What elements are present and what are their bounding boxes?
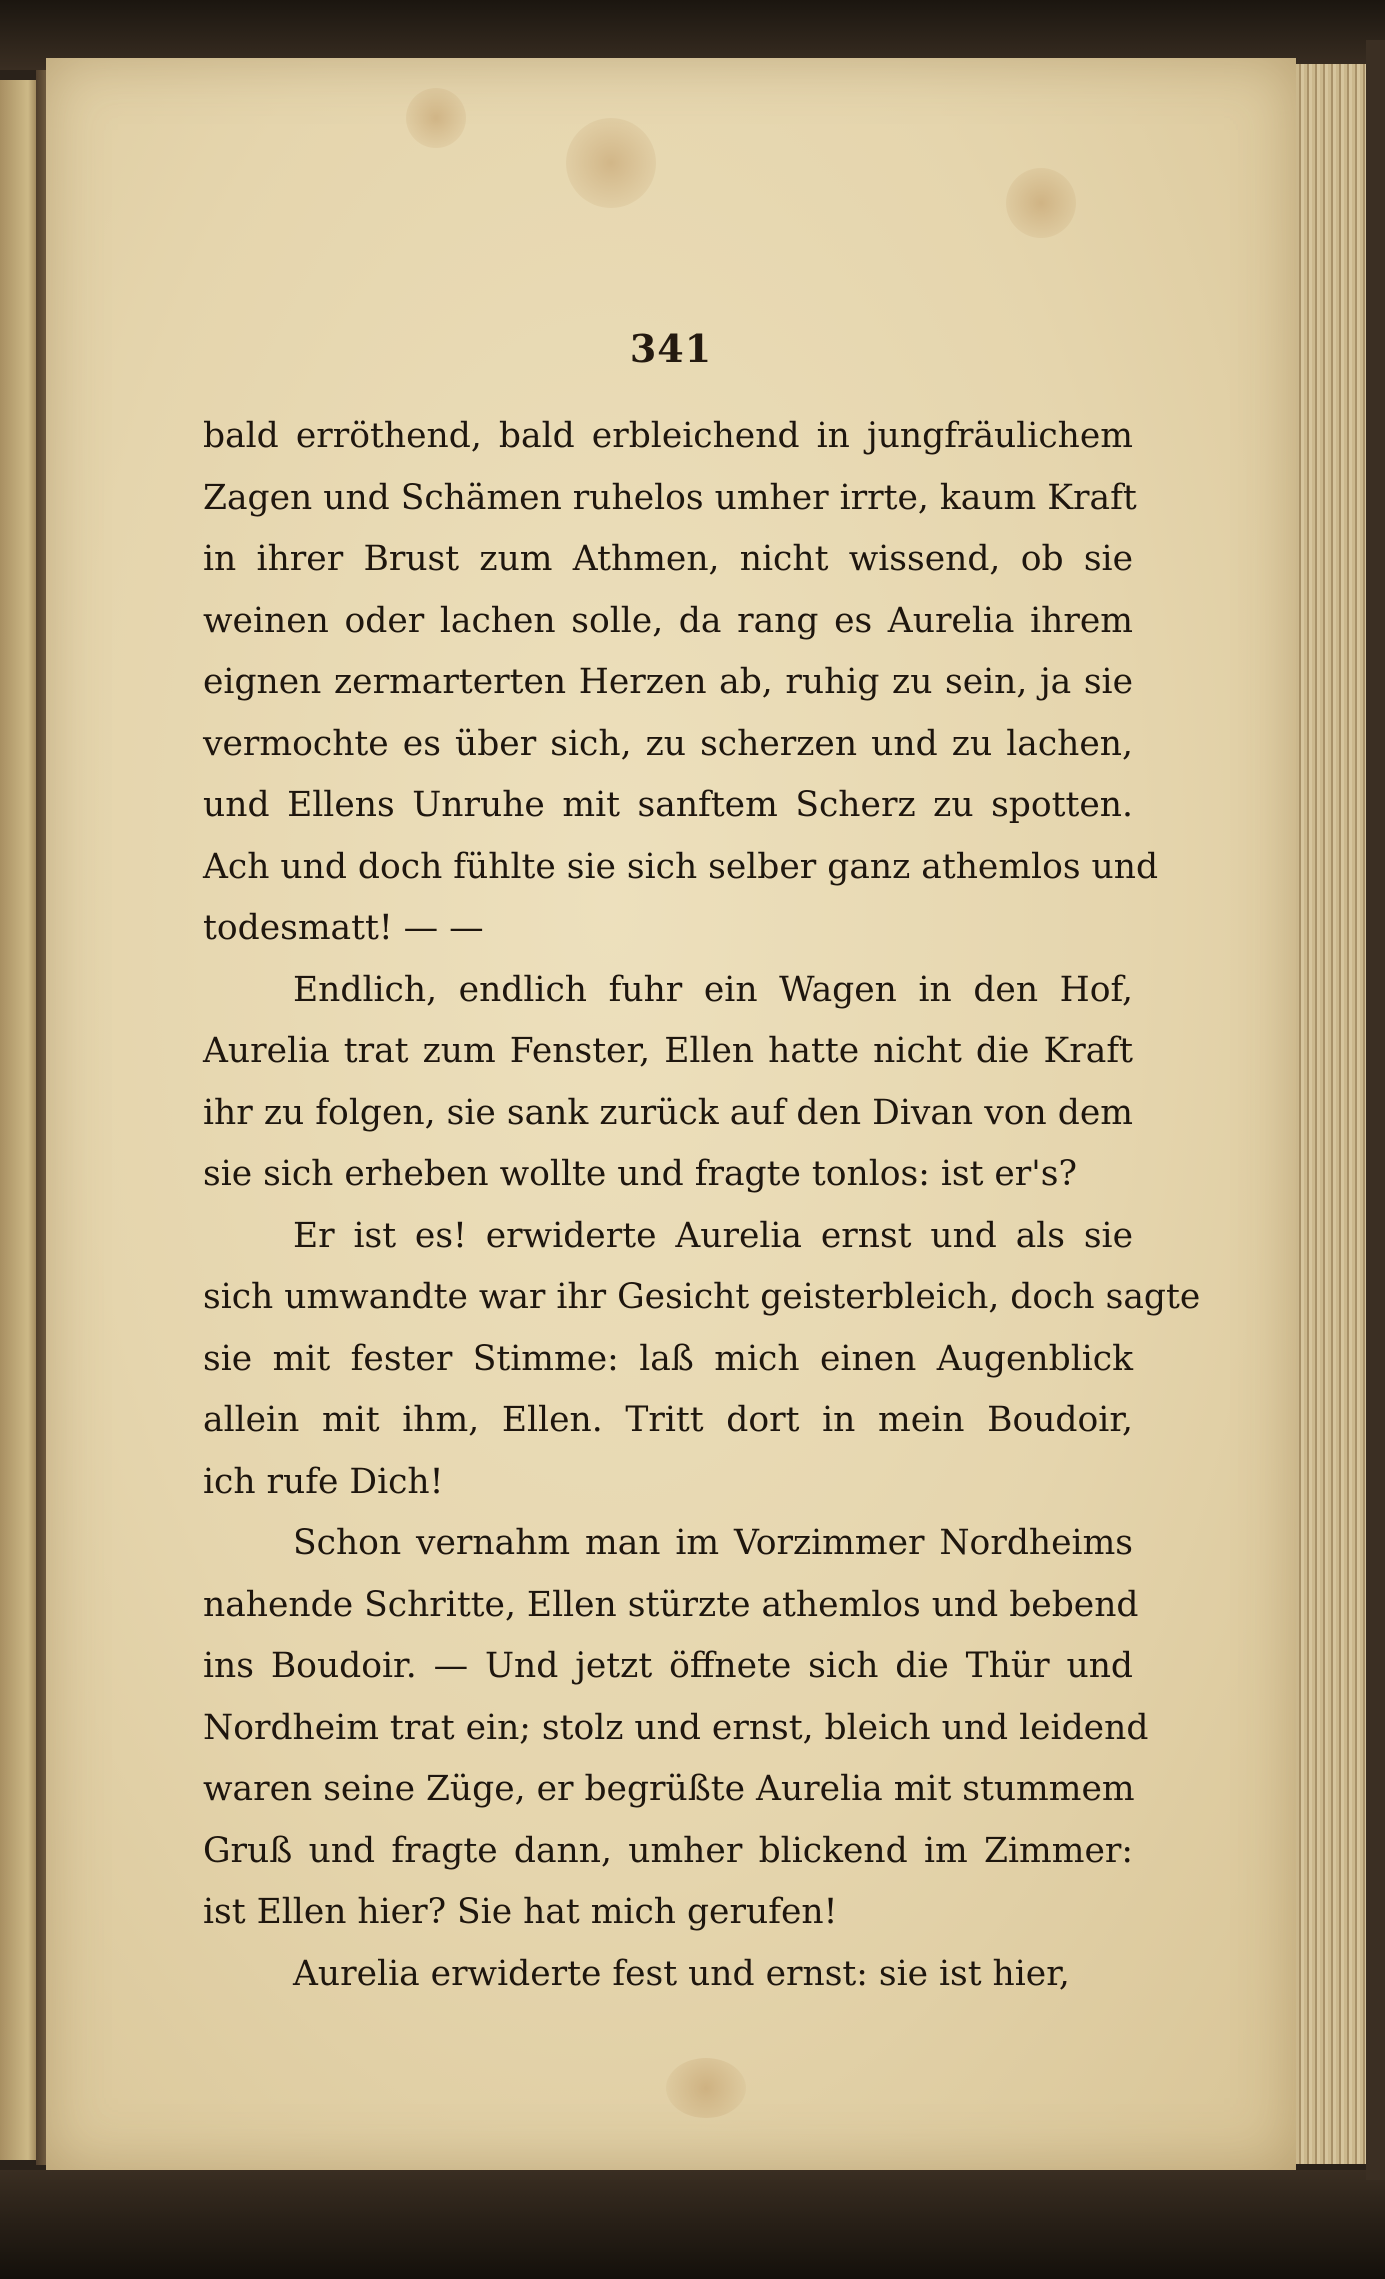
text-line: sie sich erheben wollte und fragte tonlos: ist er's?	[203, 1154, 1077, 1194]
book-cover-edge	[1366, 40, 1385, 2180]
text-line: allein mit ihm, Ellen. Tritt dort in mein Boudoir,	[203, 1400, 1133, 1440]
page-number: 341	[629, 326, 713, 371]
paragraph-first-line: Schon vernahm man im Vorzimmer Nordheims	[293, 1523, 1133, 1563]
text-line: eignen zermarterten Herzen ab, ruhig zu sein, ja sie	[203, 662, 1133, 702]
text-line: weinen oder lachen solle, da rang es Aurelia ihrem	[203, 600, 1133, 641]
paragraph-first-line: Endlich, endlich fuhr ein Wagen in den Hof,	[293, 969, 1133, 1010]
foxing-stain	[666, 2058, 746, 2118]
foxing-stain	[1006, 168, 1076, 238]
previous-page-edge	[0, 80, 40, 2160]
text-line: in ihrer Brust zum Athmen, nicht wissend, ob sie	[203, 539, 1133, 579]
body-text	[203, 406, 1201, 2005]
paragraph-first-line: Er ist es! erwiderte Aurelia ernst und als sie	[293, 1215, 1133, 1256]
text-line: sie mit fester Stimme: laß mich einen Augenblick	[203, 1338, 1133, 1379]
text-line: Gruß und fragte dann, umher blickend im Zimmer:	[203, 1830, 1133, 1871]
text-line: vermochte es über sich, zu scherzen und zu lachen,	[203, 723, 1133, 764]
text-line: und Ellens Unruhe mit sanftem Scherz zu spotten.	[203, 785, 1133, 825]
text-line: ins Boudoir. — Und jetzt öffnete sich die Thür und	[203, 1646, 1133, 1686]
foxing-stain	[406, 88, 466, 148]
text-line: Aurelia trat zum Fenster, Ellen hatte nicht die Kraft	[203, 1031, 1133, 1071]
text-line: todesmatt! — —	[203, 908, 484, 948]
text-line: ich rufe Dich!	[203, 1461, 444, 1502]
text-line: waren seine Züge, er begrüßte Aurelia mit stummem	[203, 1769, 1135, 1809]
foxing-stain	[566, 118, 656, 208]
text-line: nahende Schritte, Ellen stürzte athemlos und bebend	[203, 1584, 1139, 1625]
page-edges	[1296, 64, 1366, 2164]
paragraph-first-line: Aurelia erwiderte fest und ernst: sie ist hier,	[293, 1953, 1070, 1994]
book-page	[46, 58, 1296, 2170]
text-line: Nordheim trat ein; stolz und ernst, bleich und leidend	[203, 1707, 1149, 1748]
text-line: sich umwandte war ihr Gesicht geisterbleich, doch sagte	[203, 1277, 1201, 1317]
book-binding-bottom	[0, 2170, 1385, 2279]
text-line: Ach und doch fühlte sie sich selber ganz athemlos und	[203, 846, 1159, 887]
text-line: ihr zu folgen, sie sank zurück auf den Divan von dem	[203, 1092, 1133, 1133]
text-line: ist Ellen hier? Sie hat mich gerufen!	[203, 1892, 838, 1932]
text-line: Zagen und Schämen ruhelos umher irrte, kaum Kraft	[203, 477, 1137, 518]
text-line: bald erröthend, bald erbleichend in jungfräulichem	[203, 416, 1133, 456]
